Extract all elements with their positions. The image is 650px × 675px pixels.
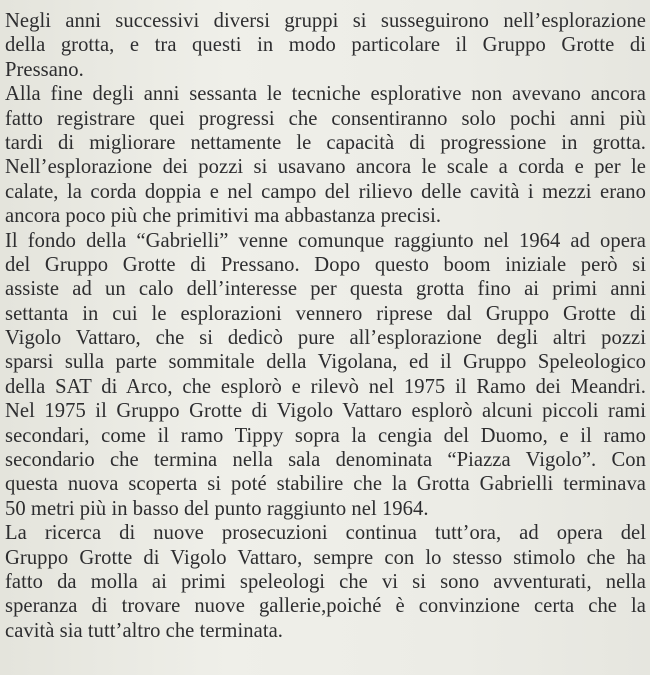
text-line: speranza di trovare nuove gallerie,poiché è convinzione certa che la	[5, 595, 646, 618]
text-line: del Gruppo Grotte di Pressano. Dopo questo boom iniziale però si	[5, 253, 646, 276]
text-line: assiste ad un calo dell’interesse per questa grotta fino ai primi anni	[5, 278, 646, 301]
text-line: 50 metri più in basso del punto raggiunto nel 1964.	[5, 497, 429, 520]
text-line: fatto registrare quei progressi che consentiranno solo pochi anni più	[5, 107, 646, 130]
text-line: sparsi sulla parte sommitale della Vigolana, ed il Gruppo Speleologico	[5, 351, 646, 374]
text-line: Negli anni successivi diversi gruppi si susseguirono nell’esplorazione	[5, 10, 646, 32]
text-line: Pressano.	[5, 58, 84, 81]
text-line: fatto da molla ai primi speleologi che vi si sono avventurati, nella	[5, 570, 646, 593]
paragraph	[5, 229, 646, 400]
text-line: questa nuova scoperta si poté stabilire che la Grotta Gabrielli terminava	[5, 473, 646, 496]
paragraph	[5, 521, 646, 643]
text-line: secondario che termina nella sala denominata “Piazza Vigolo”. Con	[5, 449, 646, 472]
text-line: La ricerca di nuove prosecuzioni continua tutt’ora, ad opera del	[5, 522, 646, 545]
text-line: Il fondo della “Gabrielli” venne comunque raggiunto nel 1964 ad opera	[5, 229, 646, 252]
text-line: Nel 1975 il Gruppo Grotte di Vigolo Vattaro esplorò alcuni piccoli rami	[5, 400, 646, 423]
text-line: calate, la corda doppia e nel campo del rilievo delle cavità i mezzi erano	[5, 180, 646, 203]
text-line: della SAT di Arco, che esplorò e rilevò nel 1975 il Ramo dei Meandri.	[5, 375, 646, 398]
text-line: cavità sia tutt’altro che terminata.	[5, 619, 283, 642]
text-line: secondari, come il ramo Tippy sopra la cengia del Duomo, e il ramo	[5, 424, 646, 447]
text-line: tardi di migliorare nettamente le capacità di progressione in grotta.	[5, 131, 646, 154]
paragraph	[5, 82, 646, 228]
text-line: Vigolo Vattaro, che si dedicò pure all’esplorazione degli altri pozzi	[5, 327, 646, 350]
text-line: settanta in cui le esplorazioni vennero riprese dal Gruppo Grotte di	[5, 302, 646, 325]
text-line: Gruppo Grotte di Vigolo Vattaro, sempre con lo stesso stimolo che ha	[5, 546, 646, 569]
paragraph	[5, 399, 646, 521]
text-line: ancora poco più che primitivi ma abbastanza precisi.	[5, 205, 442, 228]
paragraph	[5, 9, 646, 82]
text-line: Alla fine degli anni sessanta le tecniche esplorative non avevano ancora	[5, 83, 646, 106]
text-line: Nell’esplorazione dei pozzi si usavano ancora le scale a corda e per le	[5, 156, 646, 179]
text-line: della grotta, e tra questi in modo particolare il Gruppo Grotte di	[5, 34, 646, 57]
